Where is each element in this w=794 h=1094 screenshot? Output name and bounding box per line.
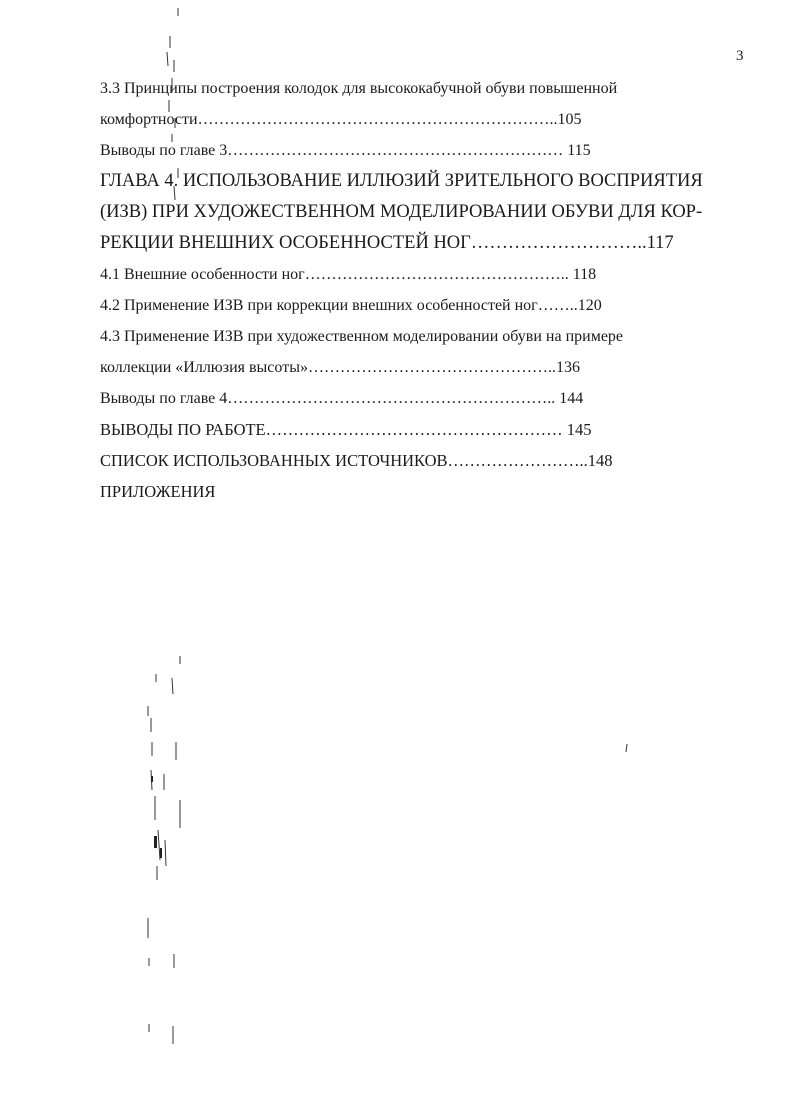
toc-entry-4-1: 4.1 Внешние особенности ног………………………………………….. 118: [100, 266, 597, 283]
page-number: 3: [736, 48, 744, 64]
toc-entry-3-3: 3.3 Принципы построения колодок для высококабучной обуви повышенной: [100, 80, 618, 97]
toc-entry-4-3-continued: коллекции «Иллюзия высоты»………………………………………..136: [100, 359, 580, 376]
toc-entry-chapter-4-conclusions: Выводы по главе 4…………………………………………………….. 144: [100, 390, 584, 407]
table-of-contents: [100, 73, 740, 507]
toc-entry-work-conclusions: ВЫВОДЫ ПО РАБОТЕ……………………………………………… 145: [100, 420, 592, 439]
toc-entry-chapter-4: ГЛАВА 4. ИСПОЛЬЗОВАНИЕ ИЛЛЮЗИЙ ЗРИТЕЛЬНОГО ВОСПРИЯТИЯ: [100, 171, 703, 191]
toc-entry-4-2: 4.2 Применение ИЗВ при коррекции внешних особенностей ног……..120: [100, 297, 602, 314]
toc-entry-chapter-3-conclusions: Выводы по главе 3……………………………………………………… 115: [100, 142, 591, 159]
toc-entry-4-3: 4.3 Применение ИЗВ при художественном моделировании обуви на примере: [100, 328, 624, 345]
toc-entry-references: СПИСОК ИСПОЛЬЗОВАННЫХ ИСТОЧНИКОВ……………………..148: [100, 451, 613, 470]
toc-entry-chapter-4-continued: (ИЗВ) ПРИ ХУДОЖЕСТВЕННОМ МОДЕЛИРОВАНИИ ОБУВИ ДЛЯ КОР-: [100, 202, 703, 222]
toc-entry-3-3-continued: комфортности…………………………………………………………..105: [100, 111, 582, 128]
toc-entry-appendices: ПРИЛОЖЕНИЯ: [100, 482, 216, 501]
toc-entry-chapter-4-end: РЕКЦИИ ВНЕШНИХ ОСОБЕННОСТЕЙ НОГ………………………..117: [100, 233, 674, 253]
